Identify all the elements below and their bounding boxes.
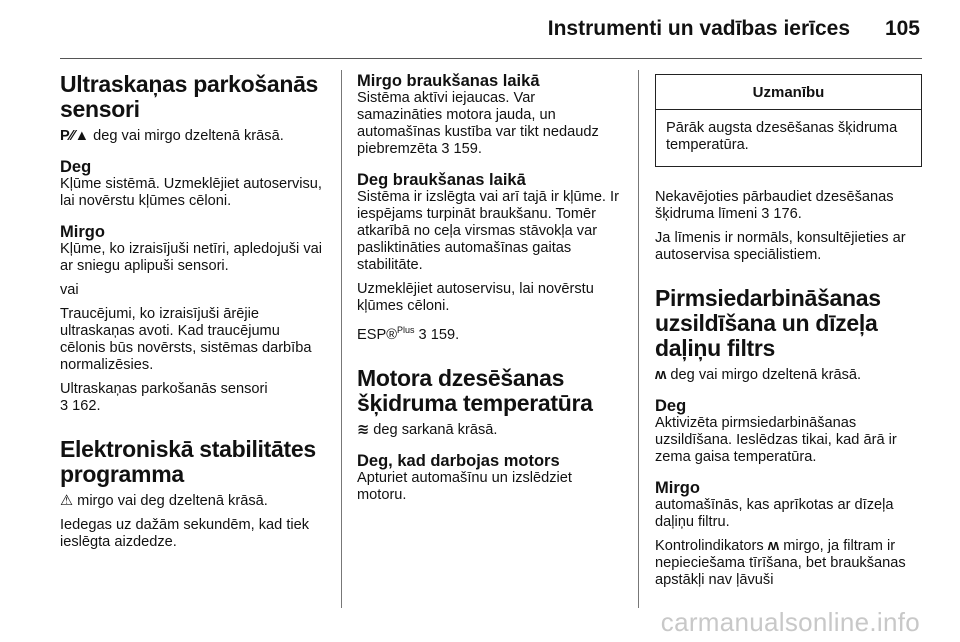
page-number: 105: [884, 17, 920, 40]
heading-deg: Deg: [60, 158, 92, 176]
heading-mirgo: Mirgo: [60, 223, 105, 241]
coolant-intro-text: deg sarkanā krāsā.: [373, 421, 498, 438]
heading-mirgo-driving: Mirgo braukšanas laikā: [357, 72, 540, 90]
column-3: [655, 72, 922, 589]
caution-box: [655, 74, 922, 167]
indicator-text: [655, 538, 922, 589]
check-level-text: Nekavējoties pārbaudiet dzesēšanas šķidruma līmeni 3 176.: [655, 189, 894, 222]
parking-sensor-icon: P⁄⁄▲: [60, 128, 90, 144]
parking-intro: [60, 128, 326, 145]
watermark: carmanualsonline.info: [660, 607, 920, 637]
coolant-intro: [357, 422, 623, 439]
normal-level-text: Ja līmenis ir normāls, konsultējieties ar autoservisa speciālistiem.: [655, 230, 906, 263]
indicator-text-b: mirgo, ja filtram ir nepieciešama tīrīšana, bet braukšanas apstākļi nav ļāvuši: [655, 538, 906, 588]
column-divider-1: [341, 70, 342, 608]
esp-plus-label: ESP®: [357, 326, 397, 343]
esp-plus-page[interactable]: 3 159.: [418, 326, 460, 343]
esp-warning-icon: ⚠: [60, 493, 74, 509]
engine-running-text: Apturiet automašīnu un izslēdziet motoru.: [357, 469, 572, 503]
heading-deg-driving: Deg braukšanas laikā: [357, 171, 526, 189]
parking-reference: [60, 381, 326, 415]
preheat-intro-text: deg vai mirgo dzeltenā krāsā.: [670, 367, 862, 383]
esp-text-2: Iedegas uz dažām sekundēm, kad tiek ieslēgta aizdedze.: [60, 517, 310, 550]
page-title: Instrumenti un vadības ierīces: [547, 17, 850, 40]
heading-preheat-dpf: Pirmsiedarbināšanas uzsildīšana un dīzeļa daļiņu filtrs: [655, 285, 881, 361]
parking-intro-text: deg vai mirgo dzeltenā krāsā.: [93, 128, 284, 144]
deg-text: Kļūme sistēmā. Uzmeklējiet autoservisu, lai novērstu kļūmes cēloni.: [60, 176, 322, 209]
heading-engine-running: Deg, kad darbojas motors: [357, 451, 560, 470]
heading-mirgo-dpf: Mirgo: [655, 479, 700, 497]
or-text: vai: [60, 282, 79, 298]
heading-parking-sensors: Ultraskaņas parkošanās sensori: [60, 71, 319, 122]
mirgo-text: Kļūme, ko izraisījuši netīri, apledojuši vai ar sniegu aplipuši sensori.: [60, 241, 322, 274]
parking-reference-text: Ultraskaņas parkošanās sensori: [60, 381, 268, 397]
glow-plug-icon-inline: ʍ: [767, 538, 780, 554]
column-1: [60, 72, 326, 551]
heading-deg-preheat: Deg: [655, 397, 687, 415]
column-2: [357, 72, 623, 504]
caution-title: Uzmanību: [656, 75, 921, 110]
esp-intro: [60, 493, 326, 510]
parking-reference-page[interactable]: 3 162.: [60, 398, 101, 414]
esp-intro-text: mirgo vai deg dzeltenā krāsā.: [77, 493, 268, 509]
heading-coolant-temp: Motora dzesēšanas šķidruma temperatūra: [357, 364, 593, 416]
deg-preheat-text: Aktivizēta pirmsiedarbināšanas uzsildīšana. Ieslēdzas tikai, kad ārā ir zema gaisa temperatūra.: [655, 415, 897, 465]
esp-plus-reference: [357, 322, 623, 344]
esp-plus-sup: Plus: [396, 325, 415, 335]
preheat-intro: [655, 367, 922, 384]
deg-driving-text: Sistēma ir izslēgta vai arī tajā ir kļūme. Ir iespējams turpināt braukšanu. Tomēr atkarībā no ceļa virsmas stāvokļa var pasliktināties automašīnas gaitas stabilitāte.: [357, 189, 619, 273]
heading-esp: Elektroniskā stabilitātes programma: [60, 436, 316, 487]
coolant-temperature-icon: ≋: [357, 421, 370, 438]
glow-plug-icon: ʍ: [655, 367, 667, 383]
deg-driving-text-2: Uzmeklējiet autoservisu, lai novērstu kļūmes cēloni.: [357, 281, 594, 314]
page-header: [0, 12, 960, 52]
column-divider-2: [638, 70, 639, 608]
header-divider: [60, 58, 922, 59]
mirgo-text-2: Traucējumi, ko izraisījuši ārējie ultraskaņas avoti. Kad traucējumu cēlonis būs novērsts, sistēmas darbība normalizēsies.: [60, 306, 312, 373]
indicator-text-a: Kontrolindikators: [655, 538, 764, 554]
mirgo-driving-text: Sistēma aktīvi iejaucas. Var samazināties motora jauda, un automašīnas kustība var tikt nedaudz piebremzēta 3 159.: [357, 90, 599, 157]
mirgo-dpf-text: automašīnās, kas aprīkotas ar dīzeļa daļiņu filtru.: [655, 497, 894, 530]
caution-text: Pārāk augsta dzesēšanas šķidruma temperatūra.: [666, 120, 898, 153]
